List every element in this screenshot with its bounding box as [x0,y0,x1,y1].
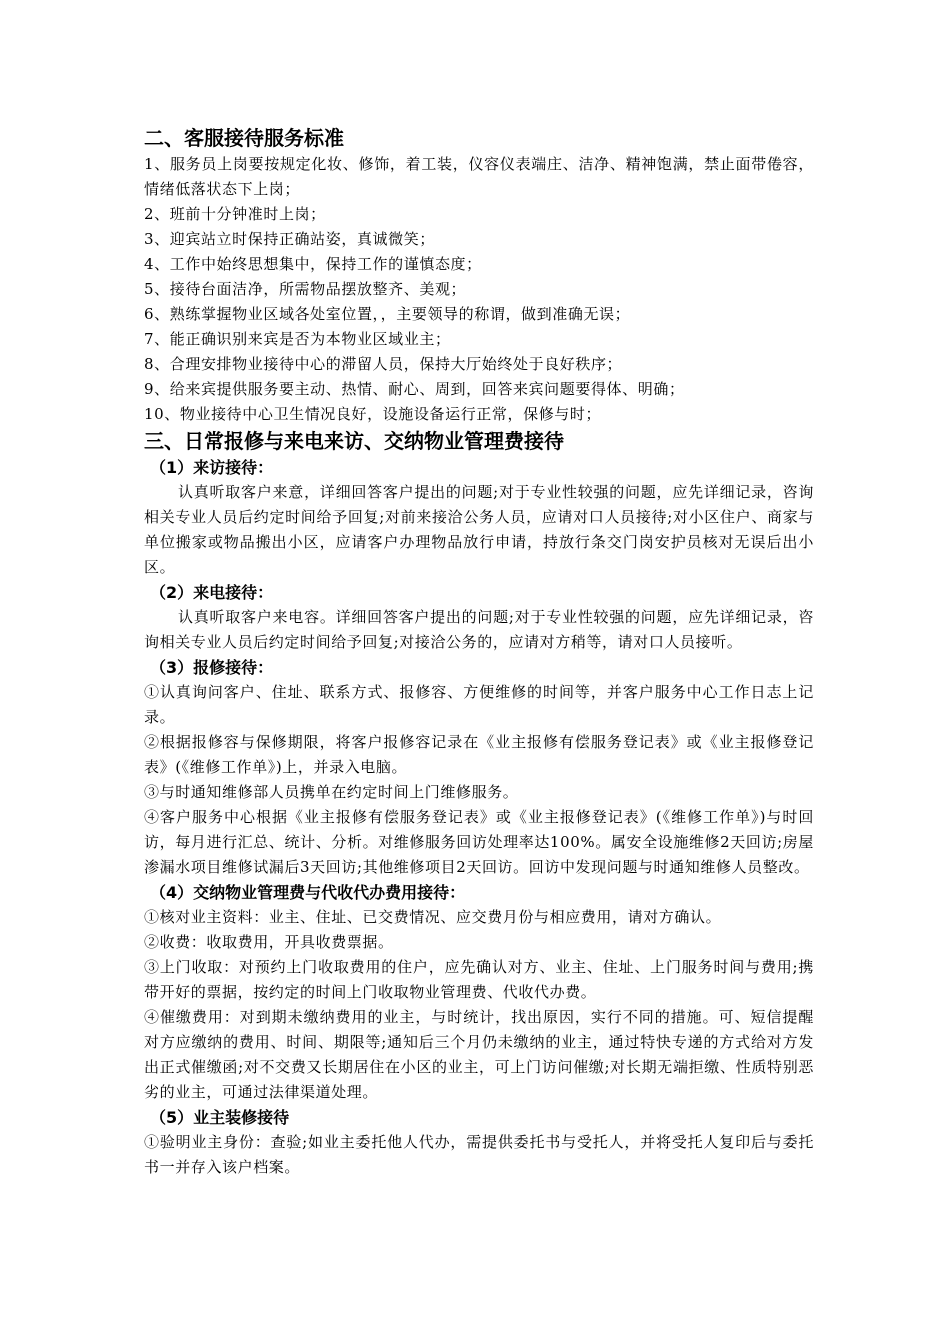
visit-reception-text: 认真听取客户来意，详细回答客户提出的问题;对于专业性较强的问题，应先详细记录，咨询相关专业人员后约定时间给予回复;对前来接洽公务人员，应请对口人员接待;对小区住户、商家与单位搬家或物品搬出小区，应请客户办理物品放行申请，持放行条交门岗安护员核对无误后出小区。 [144,483,814,576]
repair-item-4: ④客户服务中心根据《业主报修有偿服务登记表》或《业主报修登记表》(《维修工作单》)与时回访，每月进行汇总、统计、分析。对维修服务回访处理率达100%。属安全设施维修2天回访;房屋渗漏水项目维修试漏后3天回访;其他维修项目2天回访。回访中发现问题与时通知维修人员整改。 [144,808,814,876]
renovation-item-1: ①验明业主身份：查验;如业主委托他人代办，需提供委托书与受托人，并将受托人复印后与委托书一并存入该户档案。 [144,1133,814,1176]
visit-reception-heading: （1）来访接待： [150,458,274,477]
section-2-item-4: 4、工作中始终思想集中，保持工作的谨慎态度； [144,255,482,273]
call-reception-heading: （2）来电接待： [150,583,274,602]
section-2-item-7: 7、能正确识别来宾是否为本物业区域业主； [144,330,451,348]
section-2-item-10: 10、物业接待中心卫生情况良好，设施设备运行正常，保修与时； [144,405,602,423]
section-2-item-1: 1、服务员上岗要按规定化妆、修饰，着工装，仪容仪表端庄、洁净、精神饱满，禁止面带倦容，情绪低落状态下上岗； [144,155,814,198]
section-2-item-3: 3、迎宾站立时保持正确站姿，真诚微笑； [144,230,435,248]
section-2-item-2: 2、班前十分钟准时上岗； [144,205,326,223]
repair-item-3: ③与时通知维修部人员携单在约定时间上门维修服务。 [144,783,519,801]
section-2-heading: 二、客服接待服务标准 [144,126,344,150]
fee-item-4: ④催缴费用：对到期未缴纳费用的业主，与时统计，找出原因，实行不同的措施。可、短信提醒对方应缴纳的费用、时间、期限等;通知后三个月仍未缴纳的业主，通过特快专递的方式给对方发出正式催缴函;对不交费又长期居住在小区的业主，可上门访问催缴;对长期无端拒缴、性质特别恶劣的业主，可通过法律渠道处理。 [144,1008,814,1101]
fee-reception-heading: （4）交纳物业管理费与代收代办费用接待： [150,883,466,902]
repair-item-2: ②根据报修容与保修期限，将客户报修容记录在《业主报修有偿服务登记表》或《业主报修登记表》(《维修工作单》)上，并录入电脑。 [144,733,814,776]
call-reception-text: 认真听取客户来电容。详细回答客户提出的问题;对于专业性较强的问题，应先详细记录，咨询相关专业人员后约定时间给予回复;对接洽公务的，应请对方稍等，请对口人员接听。 [144,608,814,651]
renovation-reception-heading: （5）业主装修接待 [150,1108,290,1127]
section-2-item-9: 9、给来宾提供服务要主动、热情、耐心、周到，回答来宾问题要得体、明确； [144,380,685,398]
section-3-heading: 三、日常报修与来电来访、交纳物业管理费接待 [144,429,564,453]
fee-item-1: ①核对业主资料：业主、住址、已交费情况、应交费月份与相应费用，请对方确认。 [144,908,722,926]
section-2-item-5: 5、接待台面洁净，所需物品摆放整齐、美观； [144,280,467,298]
section-2-item-6: 6、熟练掌握物业区域各处室位置，，主要领导的称谓，做到准确无误； [144,305,631,323]
fee-item-2: ②收费：收取费用，开具收费票据。 [144,933,394,951]
repair-item-1: ①认真询问客户、住址、联系方式、报修容、方便维修的时间等，并客户服务中心工作日志上记录。 [144,683,814,726]
repair-reception-heading: （3）报修接待： [150,658,274,677]
section-2-item-8: 8、合理安排物业接待中心的滞留人员，保持大厅始终处于良好秩序； [144,355,623,373]
document-page [144,124,814,1180]
fee-item-3: ③上门收取：对预约上门收取费用的住户，应先确认对方、业主、住址、上门服务时间与费用;携带开好的票据，按约定的时间上门收取物业管理费、代收代办费。 [144,958,814,1001]
